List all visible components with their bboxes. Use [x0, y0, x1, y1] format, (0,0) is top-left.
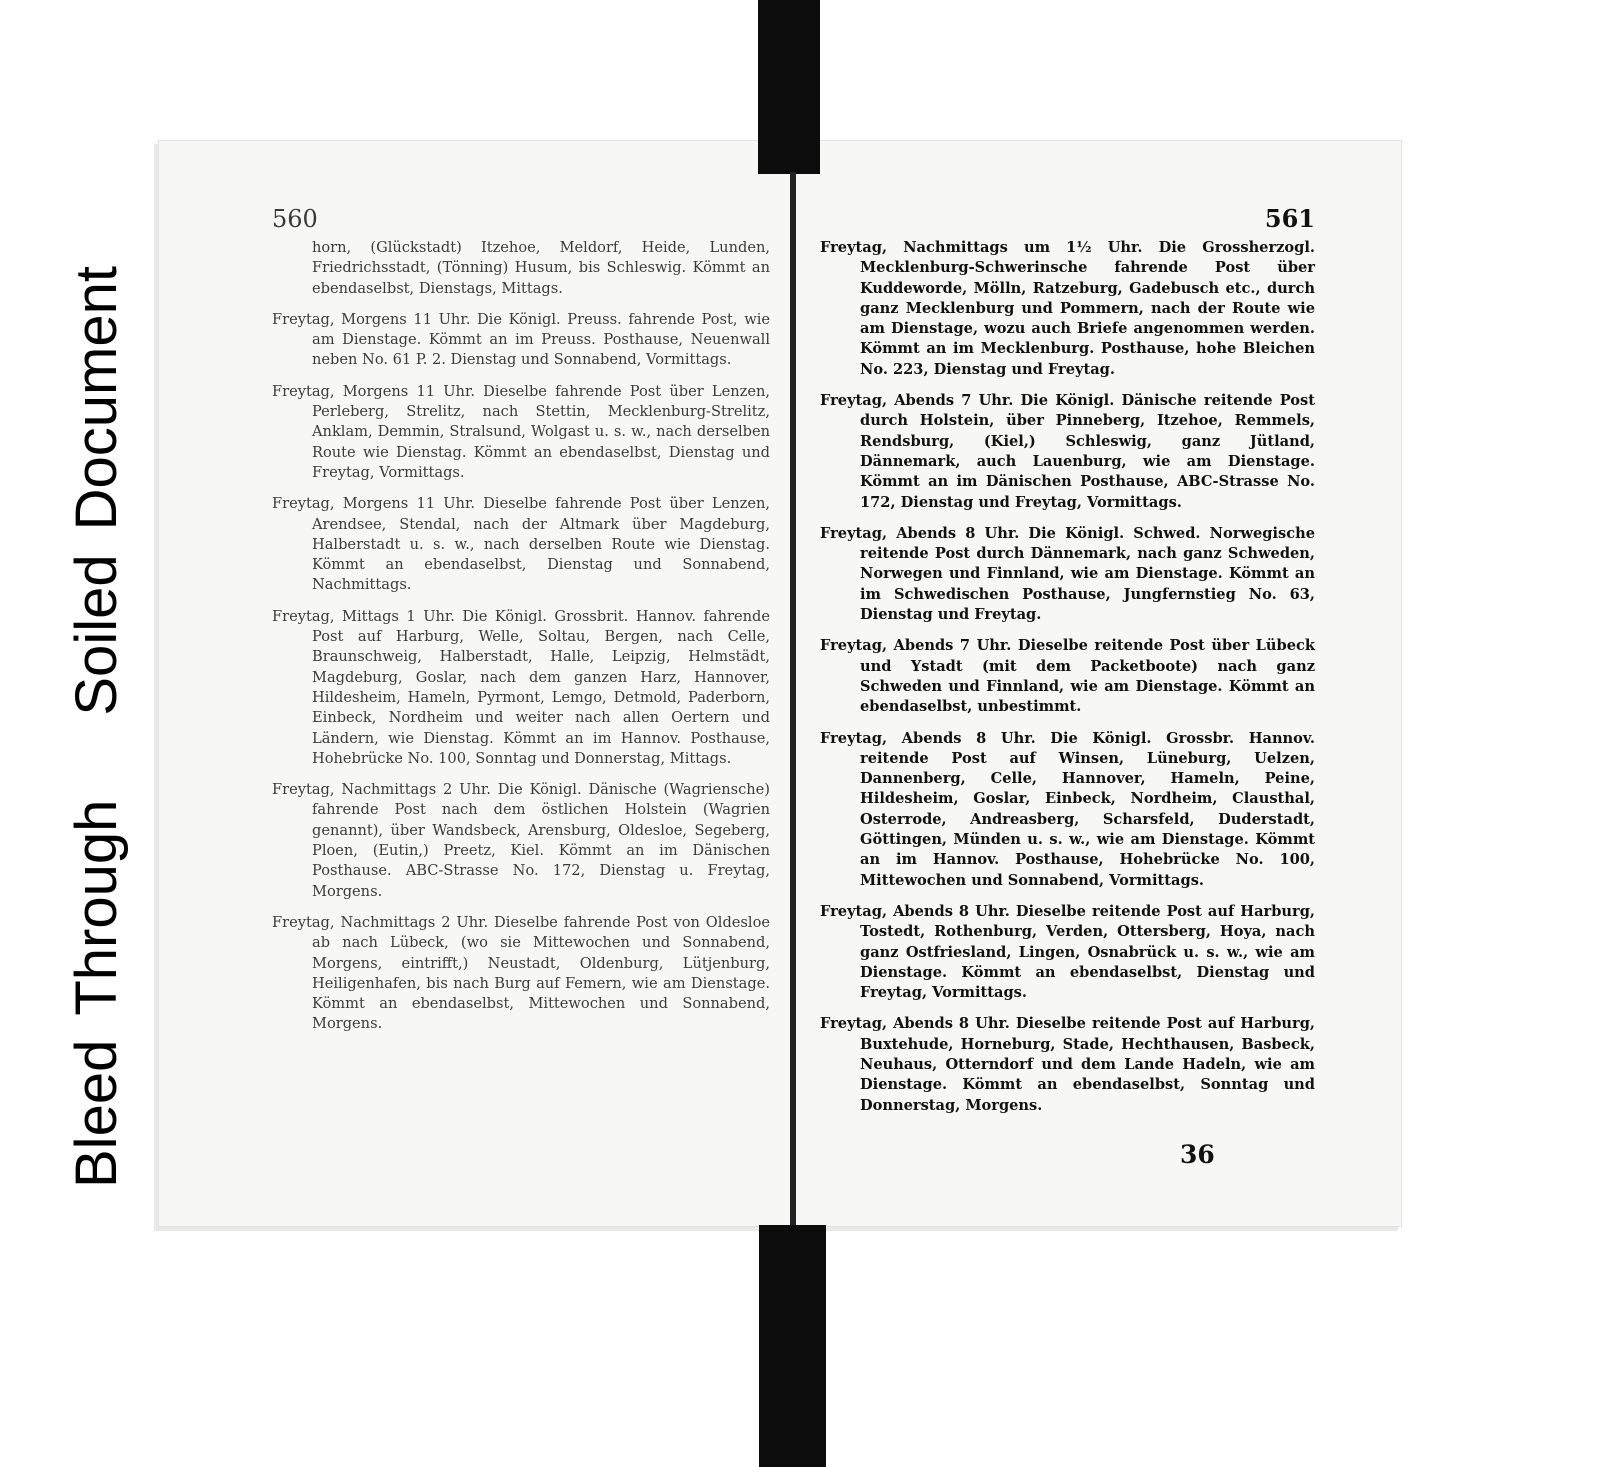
- schedule-entry: Freytag, Nachmittags 2 Uhr. Die Königl. Dänische (Wagriensche) fahrende Post nach dem östlichen Holstein (Wagrien genannt), über Wandsbeck, Arensburg, Oldesloe, Segeberg, Ploen, (Eutin,) Preetz, Kiel. Kömmt an im Dänischen Posthause. ABC-Strasse No. 172, Dienstag u. Freytag, Morgens.: [272, 781, 770, 900]
- schedule-entry: Freytag, Nachmittags 2 Uhr. Dieselbe fahrende Post von Oldesloe ab nach Lübeck, (wo sie Mittewochen und Sonnabend, Morgens, eintrifft,) Neustadt, Oldenburg, Lütjenburg, Heiligenhafen, bis nach Burg auf Femern, wie am Dienstage. Kömmt an ebendaselbst, Mittewochen und Sonnabend, Morgens.: [272, 913, 770, 1033]
- spine-mask-top: [758, 0, 820, 174]
- schedule-entry: Freytag, Abends 8 Uhr. Die Königl. Schwed. Norwegische reitende Post durch Dännemark, nach ganz Schweden, Norwegen und Finnland, wie am Dienstage. Kömmt an im Schwedischen Posthause, Jungfernstieg No. 63, Dienstag und Freytag.: [820, 524, 1315, 624]
- left-page: [272, 200, 770, 1046]
- spine-mask-bottom: [759, 1225, 826, 1467]
- schedule-entry: Freytag, Morgens 11 Uhr. Dieselbe fahrende Post über Lenzen, Perleberg, Strelitz, nach Stettin, Mecklenburg-Strelitz, Anklam, Demmin, Stralsund, Wolgast u. s. w., nach derselben Route wie Dienstag. Kömmt an ebendaselbst, Dienstag und Freytag, Vormittags.: [272, 382, 770, 481]
- stamp-word: Document: [64, 266, 129, 531]
- schedule-entry: Freytag, Abends 7 Uhr. Die Königl. Dänische reitende Post durch Holstein, über Pinneberg, Itzehoe, Remmels, Rendsburg, (Kiel,) Schleswig, ganz Jütland, Dännemark, auch Lauenburg, wie am Dienstage. Kömmt an im Dänischen Posthause, ABC-Strasse No. 172, Dienstag und Freytag, Vormittags.: [820, 392, 1315, 511]
- schedule-entry: Freytag, Nachmittags um 1½ Uhr. Die Grossherzogl. Mecklenburg-Schwerinsche fahrende Post über Kuddeworde, Mölln, Ratzeburg, Gadebusch etc., durch ganz Mecklenburg und Pommern, nach der Route wie am Dienstage, wozu auch Briefe angenommen werden. Kömmt an im Mecklenburg. Posthause, hohe Bleichen No. 223, Dienstag und Freytag.: [820, 239, 1315, 378]
- schedule-entry: Freytag, Morgens 11 Uhr. Die Königl. Preuss. fahrende Post, wie am Dienstage. Kömmt an im Preuss. Posthause, Neuenwall neben No. 61 P. 2. Dienstag und Sonnabend, Vormittags.: [272, 310, 770, 369]
- schedule-entry: Freytag, Abends 7 Uhr. Dieselbe reitende Post über Lübeck und Ystadt (mit dem Packetboote) nach ganz Schweden und Finnland, wie am Dienstage. Kömmt an ebendaselbst, unbestimmt.: [820, 637, 1315, 716]
- schedule-entry: Freytag, Morgens 11 Uhr. Dieselbe fahrende Post über Lenzen, Arendsee, Stendal, nach der Altmark über Magdeburg, Halberstadt u. s. w., nach derselben Route wie Dienstag. Kömmt an ebendaselbst, Dienstag und Sonnabend, Nachmittags.: [272, 495, 770, 594]
- page-number: 560: [272, 205, 318, 233]
- schedule-entry: horn, (Glückstadt) Itzehoe, Meldorf, Heide, Lunden, Friedrichsstadt, (Tönning) Husum, bis Schleswig. Kömmt an ebendaselbst, Dienstags, Mittags.: [312, 239, 770, 297]
- printer-signature: 36: [1180, 1140, 1215, 1169]
- bleed-through-soiled-stamp: [52, 188, 142, 1188]
- page-number: 561: [1264, 204, 1315, 233]
- stamp-word: Through: [64, 799, 129, 1016]
- stamp-word: Soiled: [64, 554, 129, 716]
- schedule-entry: Freytag, Abends 8 Uhr. Dieselbe reitende Post auf Harburg, Buxtehude, Horneburg, Stade, Hechthausen, Basbeck, Neuhaus, Otterndorf und dem Lande Hadeln, wie am Dienstage. Kömmt an ebendaselbst, Sonntag und Donnerstag, Morgens.: [820, 1015, 1315, 1114]
- schedule-entry: Freytag, Abends 8 Uhr. Die Königl. Grossbr. Hannov. reitende Post auf Winsen, Lüneburg, Uelzen, Dannenberg, Celle, Hannover, Hameln, Peine, Hildesheim, Goslar, Einbeck, Nordheim, Clausthal, Osterrode, Andreasberg, Scharsfeld, Duderstadt, Göttingen, Münden u. s. w., wie am Dienstage. Kömmt an im Hannov. Posthause, Hohebrücke No. 100, Mittewochen und Sonnabend, Vormittags.: [820, 729, 1315, 889]
- book-gutter: [790, 172, 796, 1232]
- right-page: [820, 200, 1315, 1127]
- schedule-entry: Freytag, Mittags 1 Uhr. Die Königl. Grossbrit. Hannov. fahrende Post auf Harburg, Welle, Soltau, Bergen, nach Celle, Braunschweig, Halberstadt, Halle, Leipzig, Helmstädt, Magdeburg, Goslar, nach dem ganzen Harz, Hannover, Hildesheim, Hameln, Pyrmont, Lemgo, Detmold, Paderborn, Einbeck, Nordheim und weiter nach allen Oertern und Ländern, wie Dienstag. Kömmt an im Hannov. Posthause, Hohebrücke No. 100, Sonntag und Donnerstag, Mittags.: [272, 607, 770, 767]
- schedule-entry: Freytag, Abends 8 Uhr. Dieselbe reitende Post auf Harburg, Tostedt, Rothenburg, Verden, Ottersberg, Hoya, nach ganz Ostfriesland, Lingen, Osnabrück u. s. w., wie am Dienstage. Kömmt an ebendaselbst, Dienstag und Freytag, Vormittags.: [820, 902, 1315, 1002]
- stamp-word: Bleed: [64, 1039, 129, 1188]
